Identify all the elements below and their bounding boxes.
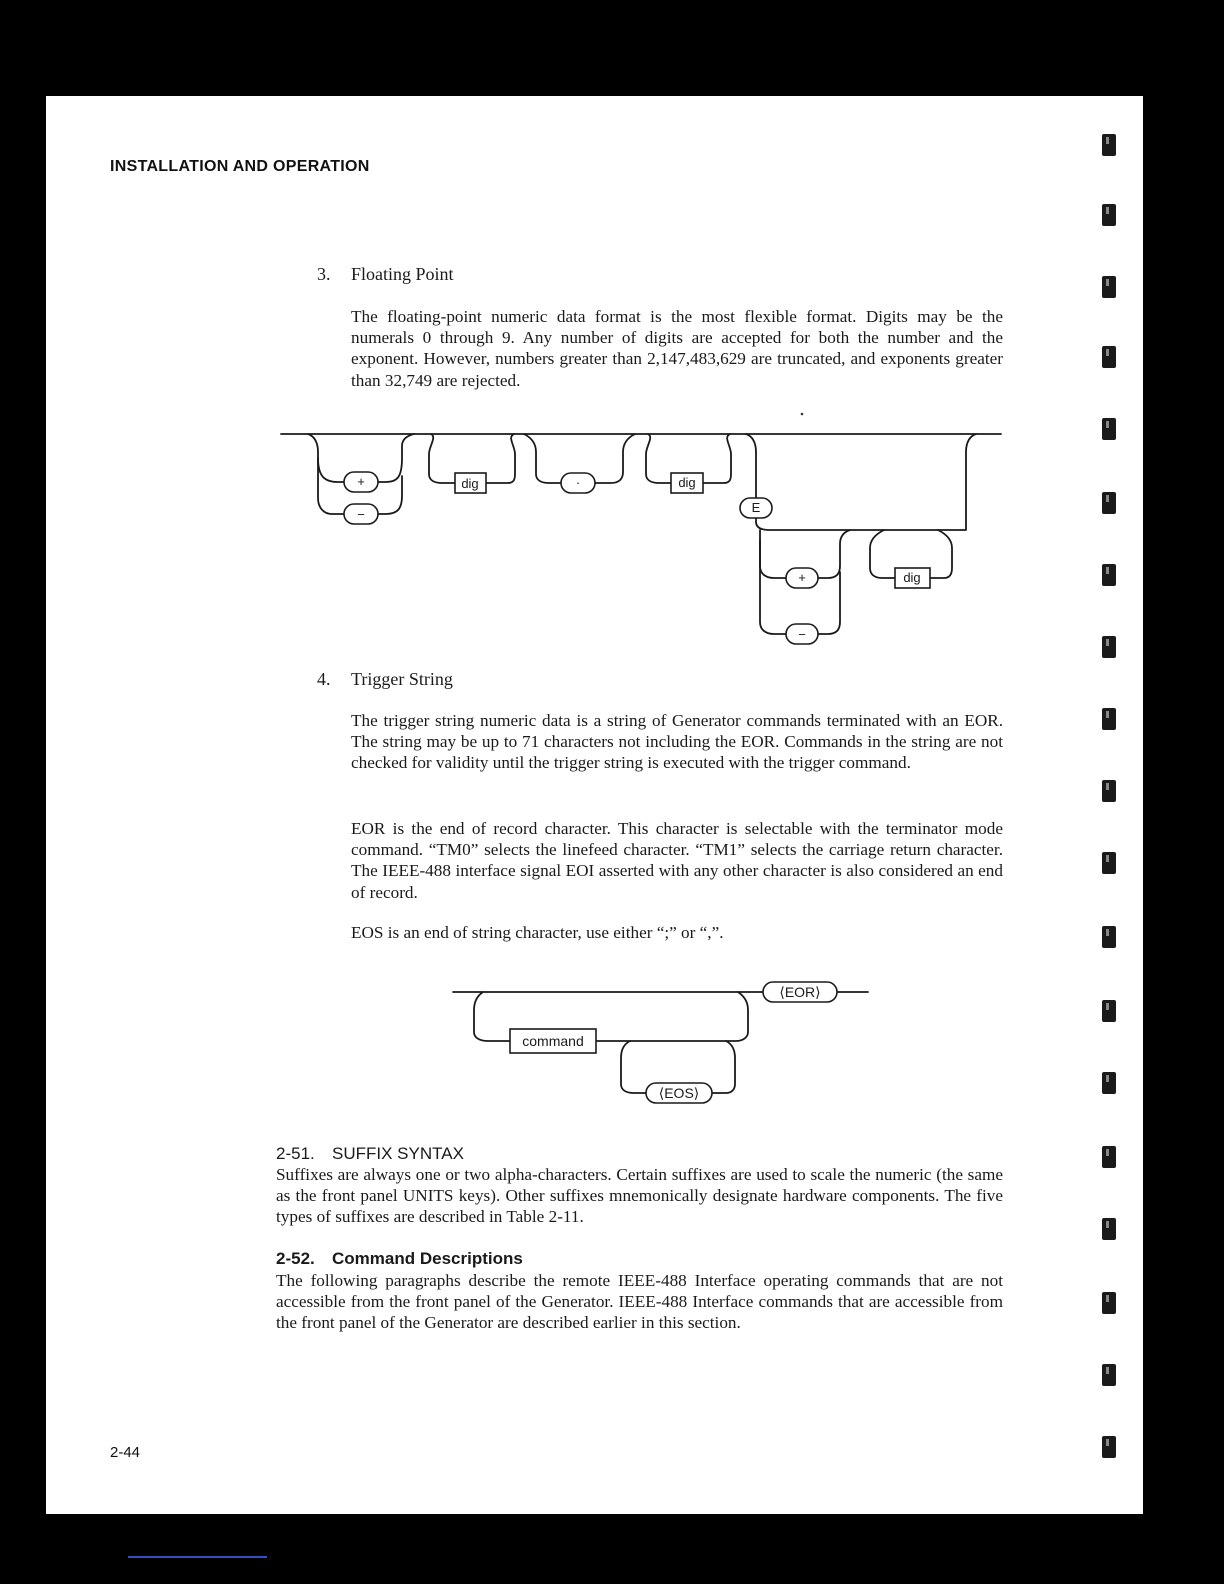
binder-tab xyxy=(1102,926,1116,948)
binder-tab xyxy=(1102,134,1116,156)
dig-label-1: dig xyxy=(461,476,479,491)
eos-label: ⟨EOS⟩ xyxy=(658,1085,700,1101)
binder-tab xyxy=(1102,276,1116,298)
minus-label: − xyxy=(357,507,365,522)
binder-tab xyxy=(1102,1364,1116,1386)
binder-tab xyxy=(1102,1292,1116,1314)
dig-label-3: dig xyxy=(903,570,921,585)
section-2-51-title: SUFFIX SYNTAX xyxy=(332,1144,464,1163)
stray-dot xyxy=(801,413,804,416)
command-label: command xyxy=(522,1033,584,1049)
binder-tab xyxy=(1102,204,1116,226)
dig-label-2: dig xyxy=(678,475,696,490)
binder-tab xyxy=(1102,1146,1116,1168)
binder-tab xyxy=(1102,780,1116,802)
item-3-paragraph: The floating-point numeric data format is the most flexible format. Digits may be the numerals 0 through 9. Any number of digits are accepted for both the number and the exponent. However, numbers greater than 2,147,483,629 are truncated, and exponents greater than 32,749 are rejected. xyxy=(351,307,1003,390)
binder-tab xyxy=(1102,1000,1116,1022)
binder-tab xyxy=(1102,636,1116,658)
plus-label: + xyxy=(357,474,365,489)
binder-tab xyxy=(1102,852,1116,874)
binder-tab xyxy=(1102,492,1116,514)
binder-tab xyxy=(1102,418,1116,440)
item-3-title: Floating Point xyxy=(351,264,454,284)
binder-tab xyxy=(1102,1218,1116,1240)
binder-tab xyxy=(1102,564,1116,586)
section-2-51-heading xyxy=(276,1144,464,1164)
eor-label: ⟨EOR⟩ xyxy=(779,984,821,1000)
binder-tab xyxy=(1102,708,1116,730)
page-number: 2-44 xyxy=(110,1444,141,1461)
item-4-paragraph-3: EOS is an end of string character, use either “;” or “,”. xyxy=(351,923,724,942)
exp-minus-label: − xyxy=(798,627,806,642)
document-page xyxy=(46,96,1143,1514)
trigger-string-syntax-diagram xyxy=(46,956,1143,1116)
section-2-51-number: 2-51. xyxy=(276,1144,315,1163)
item-4-paragraph-2: EOR is the end of record character. This character is selectable with the terminator mode command. “TM0” selects the linefeed character. “TM1” selects the carriage return character. The IEEE-488 interface signal EOI asserted with any other character is also considered an end of record. xyxy=(351,819,1003,902)
binder-tab xyxy=(1102,1072,1116,1094)
binder-tab xyxy=(1102,346,1116,368)
item-3-number: 3. xyxy=(317,264,331,284)
section-2-52-paragraph: The following paragraphs describe the remote IEEE-488 Interface operating commands that are not accessible from the front panel of the Generator. IEEE-488 Interface commands that are accessible from the front panel of the Generator are described earlier in this section. xyxy=(276,1271,1003,1333)
point-label: · xyxy=(575,475,581,490)
binder-tab xyxy=(1102,1436,1116,1458)
scan-artifact xyxy=(128,1556,267,1558)
item-4-number: 4. xyxy=(317,669,331,689)
running-header: INSTALLATION AND OPERATION xyxy=(110,158,370,175)
section-2-52-title: Command Descriptions xyxy=(332,1249,523,1268)
item-4-title: Trigger String xyxy=(351,669,453,689)
item-4-heading xyxy=(317,669,453,690)
section-2-51-paragraph: Suffixes are always one or two alpha-characters. Certain suffixes are used to scale the numeric (the same as the front panel UNITS keys). Other suffixes mnemonically designate hardware components. The five types of suffixes are described in Table 2-11. xyxy=(276,1165,1003,1227)
section-2-52-heading xyxy=(276,1249,523,1269)
floating-point-syntax-diagram xyxy=(46,96,1143,656)
section-2-52-number: 2-52. xyxy=(276,1249,315,1268)
exp-plus-label: + xyxy=(798,570,806,585)
exponent-label: E xyxy=(751,500,761,515)
item-4-paragraph-1: The trigger string numeric data is a string of Generator commands terminated with an EOR. The string may be up to 71 characters not including the EOR. Commands in the string are not checked for validity until the trigger string is executed with the trigger command. xyxy=(351,711,1003,773)
